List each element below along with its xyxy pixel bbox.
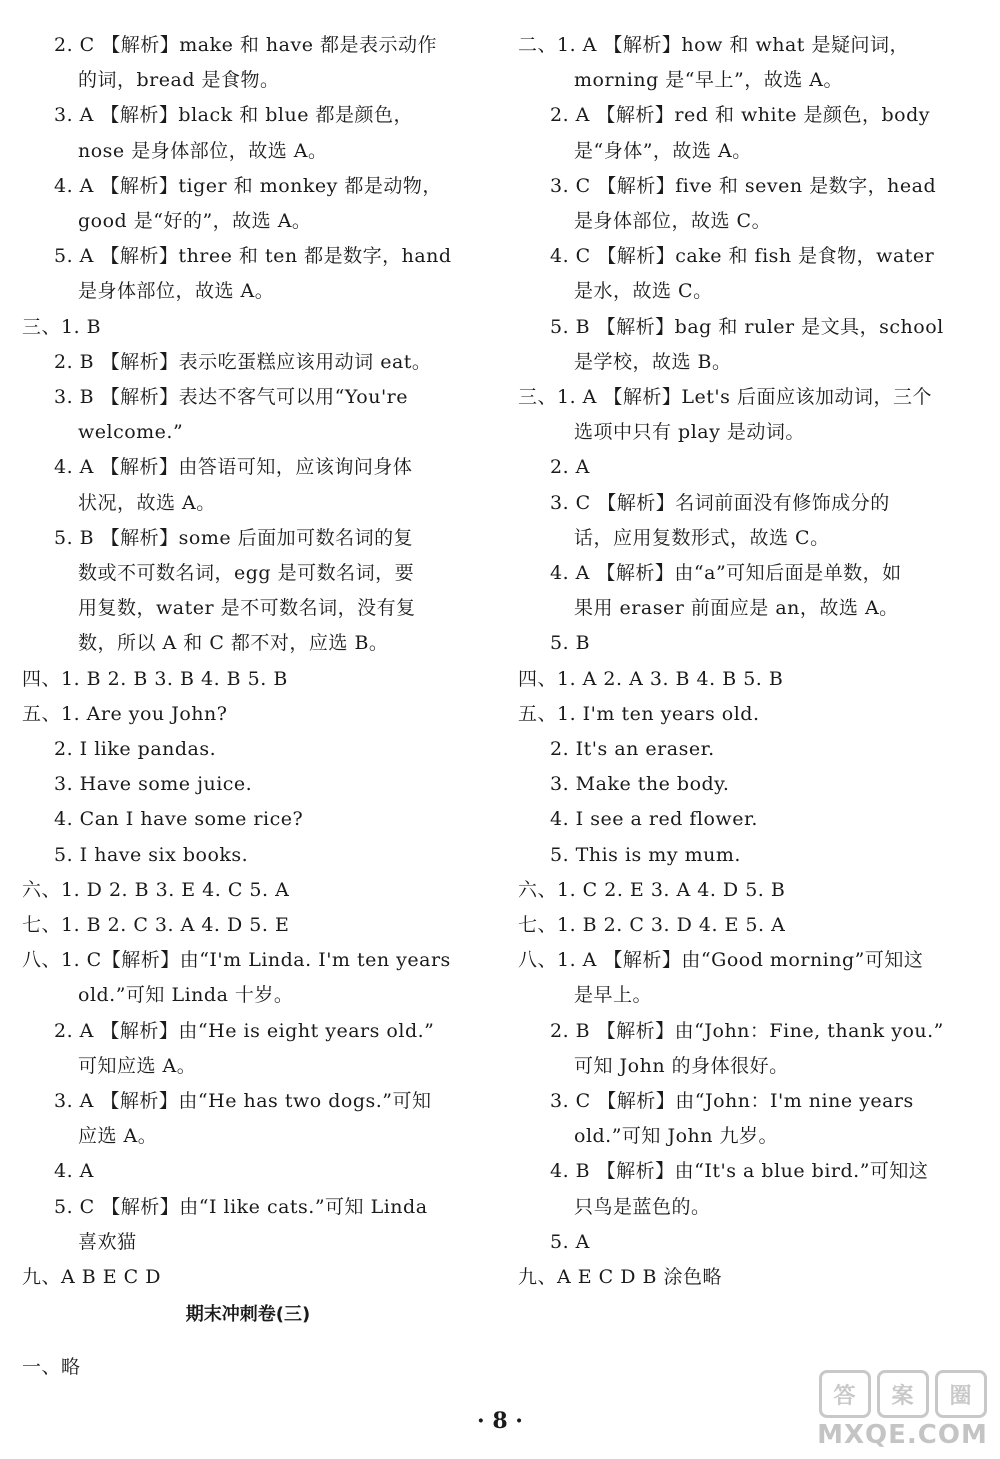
answer-line: 六、1. D 2. B 3. E 4. C 5. A (22, 878, 290, 901)
answer-line: 5. A (550, 1230, 590, 1253)
answer-line: 五、1. Are you John? (22, 702, 228, 725)
answer-line: 4. C 【解析】cake 和 fish 是食物，water (550, 245, 935, 268)
answer-line: 六、1. C 2. E 3. A 4. D 5. B (518, 878, 786, 901)
answer-line: 八、1. C【解析】由“I'm Linda. I'm ten years (22, 949, 451, 972)
answer-line: 5. I have six books. (54, 843, 249, 866)
answer-line: 可知 John 的身体很好。 (574, 1054, 789, 1077)
answer-line: 话，应用复数形式，故选 C。 (574, 526, 830, 549)
watermark-char: 案 (877, 1370, 929, 1418)
answer-line: 4. A 【解析】由“a”可知后面是单数，如 (550, 562, 902, 584)
answer-line: 4. I see a red flower. (550, 808, 758, 831)
answer-line: 4. A 【解析】tiger 和 monkey 都是动物， (54, 174, 442, 197)
answer-line: 三、1. B (22, 315, 102, 338)
answer-line: nose 是身体部位，故选 A。 (78, 139, 328, 162)
answer-line: 是学校，故选 B。 (574, 350, 732, 373)
answer-line: 2. A 【解析】red 和 white 是颜色，body (550, 104, 930, 127)
answer-line: 四、1. A 2. A 3. B 4. B 5. B (518, 667, 784, 690)
answer-line: 2. B 【解析】由“John：Fine, thank you.” (550, 1019, 944, 1042)
answer-line: 5. This is my mum. (550, 843, 741, 866)
watermark-char: 答 (819, 1370, 871, 1418)
answer-line: 数或不可数名词，egg 是可数名词，要 (78, 562, 415, 584)
section-title: 期末冲刺卷(三) (185, 1304, 311, 1325)
answer-line: good 是“好的”，故选 A。 (78, 210, 312, 232)
answer-line: 2. It's an eraser. (550, 738, 715, 760)
answer-line: 三、1. A 【解析】Let's 后面应该加动词，三个 (518, 386, 932, 408)
answer-line: 3. C 【解析】由“John：I'm nine years (550, 1090, 914, 1112)
answer-line: 九、A B E C D (22, 1266, 161, 1288)
answer-line: 3. C 【解析】名词前面没有修饰成分的 (550, 491, 890, 514)
answer-line: 是身体部位，故选 A。 (78, 280, 275, 303)
answer-line: 2. C 【解析】make 和 have 都是表示动作 (54, 34, 438, 56)
answer-line: 是“身体”，故选 A。 (574, 139, 752, 162)
answer-line: 果用 eraser 前面应是 an，故选 A。 (574, 597, 899, 620)
answer-line: 3. B 【解析】表达不客气可以用“You're (54, 386, 409, 408)
watermark-url: MXQE.COM (817, 1420, 988, 1450)
answer-line: 应选 A。 (78, 1125, 158, 1148)
answer-line: 3. Make the body. (550, 773, 730, 796)
answer-line: 5. B (550, 632, 591, 655)
answer-line: 3. C 【解析】five 和 seven 是数字，head (550, 174, 937, 197)
left-bottom-line: 一、略 (22, 1356, 81, 1378)
answer-line: 四、1. B 2. B 3. B 4. B 5. B (22, 667, 288, 690)
answer-line: 状况，故选 A。 (78, 491, 216, 514)
answer-line: 用复数，water 是不可数名词，没有复 (78, 597, 416, 620)
watermark-char: 圈 (935, 1370, 987, 1418)
answer-line: welcome.” (78, 421, 184, 444)
answer-line: 是水，故选 C。 (574, 280, 713, 303)
answer-line: 5. B 【解析】bag 和 ruler 是文具，school (550, 315, 944, 338)
answer-line: 3. Have some juice. (54, 773, 253, 796)
answer-line: 八、1. A 【解析】由“Good morning”可知这 (518, 949, 924, 972)
answer-line: 2. A 【解析】由“He is eight years old.” (54, 1019, 435, 1042)
answer-line: 选项中只有 play 是动词。 (574, 421, 805, 444)
answer-line: 喜欢猫 (78, 1230, 137, 1253)
answer-line: 九、A E C D B 涂色略 (518, 1266, 723, 1288)
answer-line: 七、1. B 2. C 3. A 4. D 5. E (22, 914, 290, 936)
answer-line: 4. Can I have some rice? (54, 808, 304, 831)
answer-line: 是身体部位，故选 C。 (574, 210, 772, 232)
watermark-logo (815, 1370, 990, 1452)
answer-line: 5. C 【解析】由“I like cats.”可知 Linda (54, 1195, 428, 1218)
answer-line: 可知应选 A。 (78, 1054, 197, 1077)
answer-line: 只鸟是蓝色的。 (574, 1195, 711, 1218)
answer-line: 的词，bread 是食物。 (78, 69, 280, 92)
answer-line: 2. I like pandas. (54, 738, 217, 760)
answer-line: 5. A 【解析】three 和 ten 都是数字，hand (54, 245, 452, 268)
answer-line: 2. A (550, 456, 590, 479)
answer-line: 七、1. B 2. C 3. D 4. E 5. A (518, 914, 786, 936)
answer-line: 4. A (54, 1160, 94, 1183)
answer-line: 5. B 【解析】some 后面加可数名词的复 (54, 526, 414, 549)
page-number: · 8 · (477, 1408, 523, 1434)
answer-line: 3. A 【解析】black 和 blue 都是颜色， (54, 104, 413, 127)
answer-line: 3. A 【解析】由“He has two dogs.”可知 (54, 1090, 432, 1112)
answer-line: 五、1. I'm ten years old. (518, 702, 760, 725)
answer-line: old.”可知 Linda 十岁。 (78, 984, 294, 1007)
answer-line: 二、1. A 【解析】how 和 what 是疑问词， (518, 34, 909, 56)
answer-line: 2. B 【解析】表示吃蛋糕应该用动词 eat。 (54, 350, 432, 373)
answer-line: 4. A 【解析】由答语可知，应该询问身体 (54, 456, 413, 479)
answer-line: 是早上。 (574, 984, 653, 1007)
answer-line: morning 是“早上”，故选 A。 (574, 69, 843, 92)
answer-line: old.”可知 John 九岁。 (574, 1125, 779, 1148)
answer-line: 数，所以 A 和 C 都不对，应选 B。 (78, 632, 389, 655)
answer-line: 4. B 【解析】由“It's a blue bird.”可知这 (550, 1160, 929, 1183)
